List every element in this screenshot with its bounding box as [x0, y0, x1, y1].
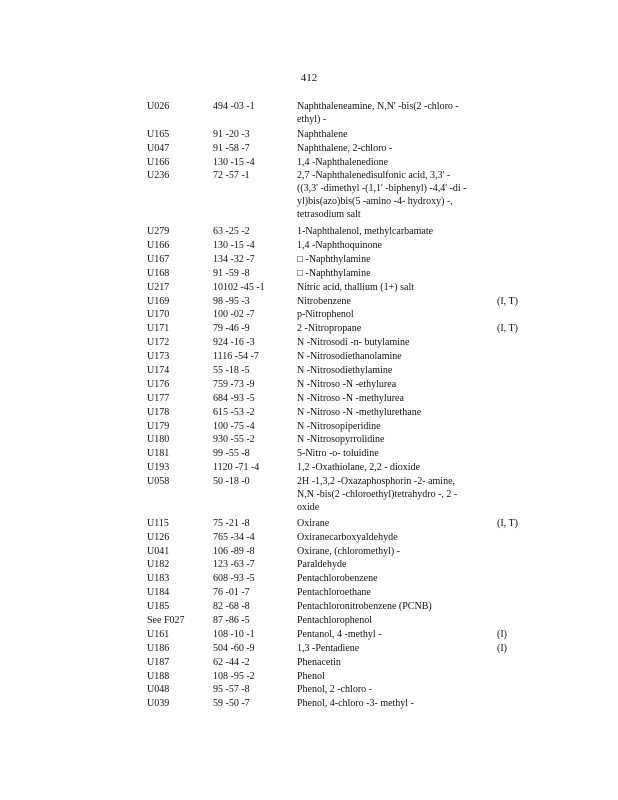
table-row [0, 433, 618, 447]
waste-code: U178 [147, 406, 170, 418]
table-row [0, 461, 618, 475]
cas-number: 134 -32 -7 [213, 253, 255, 265]
substance-name [297, 656, 497, 669]
substance-name-line: N -Nitroso -N -methylurea [297, 392, 404, 404]
waste-code: U181 [147, 448, 170, 460]
table-row [0, 614, 618, 628]
waste-code: U182 [147, 559, 170, 571]
substance-name [297, 475, 497, 514]
waste-code: U161 [147, 628, 170, 640]
hazardous-waste-table [0, 100, 618, 711]
waste-code: U167 [147, 253, 170, 265]
cas-number: 130 -15 -4 [213, 156, 255, 168]
substance-name-line: 1,3 -Pentadiene [297, 642, 360, 654]
table-row [0, 517, 618, 531]
waste-code: U177 [147, 392, 170, 404]
table-row [0, 545, 618, 559]
table-row [0, 281, 618, 295]
cas-number: 82 -68 -8 [213, 601, 250, 613]
table-row [0, 600, 618, 614]
cas-number: 123 -63 -7 [213, 559, 255, 571]
cas-number: 930 -55 -2 [213, 434, 255, 446]
substance-name [297, 253, 497, 266]
cas-number: 106 -89 -8 [213, 545, 255, 557]
waste-code: U166 [147, 239, 170, 251]
substance-name [297, 308, 497, 321]
substance-name [297, 572, 497, 585]
substance-name-line: N -Nitrosodiethanolamine [297, 351, 402, 363]
cas-number: 79 -46 -9 [213, 323, 250, 335]
substance-name-line: N,N -bis(2 -chloroethyl)tetrahydro -, 2 - [297, 489, 458, 501]
waste-code: U236 [147, 170, 170, 182]
cas-number: 91 -58 -7 [213, 142, 250, 154]
substance-name-line: yl)bis(azo)bis(5 -amino -4- hydroxy) -, [297, 196, 453, 208]
substance-name-line: tetrasodium salt [297, 209, 361, 221]
hazard-code: (I, T) [497, 323, 518, 335]
cas-number: 765 -34 -4 [213, 531, 255, 543]
substance-name-line: 2H -1,3,2 -Oxazaphosphorin -2- amine, [297, 476, 456, 488]
table-row [0, 628, 618, 642]
waste-code: U217 [147, 281, 170, 293]
cas-number: 63 -25 -2 [213, 226, 250, 238]
substance-name [297, 517, 497, 530]
table-row [0, 308, 618, 322]
substance-name [297, 531, 497, 544]
cas-number: 684 -93 -5 [213, 392, 255, 404]
waste-code: U169 [147, 295, 170, 307]
cas-number: 62 -44 -2 [213, 656, 250, 668]
substance-name [297, 350, 497, 363]
substance-name-line: N -Nitroso -N -methylurethane [297, 406, 422, 418]
substance-name [297, 322, 497, 335]
substance-name [297, 670, 497, 683]
waste-code: U041 [147, 545, 170, 557]
waste-code: U058 [147, 476, 170, 488]
hazard-code: (I) [497, 628, 507, 640]
table-row [0, 142, 618, 156]
hazard-code: (I) [497, 642, 507, 654]
table-row [0, 322, 618, 336]
substance-name-line: Naphthalene [297, 128, 348, 140]
cas-number: 504 -60 -9 [213, 642, 255, 654]
substance-name-line: Naphthalene, 2-chloro - [297, 142, 393, 154]
table-row [0, 670, 618, 684]
table-row [0, 475, 618, 517]
substance-name [297, 100, 497, 126]
substance-name [297, 225, 497, 238]
table-row [0, 295, 618, 309]
table-row [0, 697, 618, 711]
cas-number: 108 -95 -2 [213, 670, 255, 682]
page-number: 412 [300, 72, 318, 84]
substance-name-line: oxide [297, 502, 320, 514]
table-row [0, 683, 618, 697]
table-row [0, 239, 618, 253]
substance-name [297, 128, 497, 141]
waste-code: U047 [147, 142, 170, 154]
waste-code: U166 [147, 156, 170, 168]
waste-code: U174 [147, 364, 170, 376]
waste-code: U039 [147, 698, 170, 710]
cas-number: 100 -02 -7 [213, 309, 255, 321]
table-row [0, 156, 618, 170]
substance-name-line: N -Nitrosopyrrolidine [297, 434, 385, 446]
waste-code: U186 [147, 642, 170, 654]
table-row [0, 531, 618, 545]
cas-number: 608 -93 -5 [213, 573, 255, 585]
substance-name-line: N -Nitroso -N -ethylurea [297, 378, 397, 390]
waste-code: U115 [147, 517, 169, 529]
substance-name-line: 1,2 -Oxathiolane, 2,2 - dioxide [297, 462, 421, 474]
cas-number: 95 -57 -8 [213, 684, 250, 696]
table-row [0, 447, 618, 461]
substance-name-line: □ -Naphthylamine [297, 253, 371, 265]
substance-name [297, 642, 497, 655]
substance-name [297, 267, 497, 280]
hazard-code: (I, T) [497, 517, 518, 529]
table-row [0, 572, 618, 586]
substance-name-line: 2 -Nitropropane [297, 323, 362, 335]
substance-name-line: N -Nitrosodiethylamine [297, 364, 393, 376]
waste-code: U126 [147, 531, 170, 543]
cas-number: 91 -59 -8 [213, 267, 250, 279]
substance-name-line: N -Nitrosodi -n- butylamine [297, 337, 410, 349]
substance-name-line: □ -Naphthylamine [297, 267, 371, 279]
cas-number: 87 -86 -5 [213, 615, 250, 627]
substance-name [297, 586, 497, 599]
table-row [0, 253, 618, 267]
substance-name [297, 169, 497, 221]
waste-code: U279 [147, 226, 170, 238]
waste-code: U172 [147, 337, 170, 349]
waste-code: U185 [147, 601, 170, 613]
waste-code: U173 [147, 351, 170, 363]
waste-code: U188 [147, 670, 170, 682]
substance-name [297, 364, 497, 377]
waste-code: U193 [147, 462, 170, 474]
substance-name-line: ((3,3' -dimethyl -(1,1' -biphenyl) -4,4' -di - [297, 183, 467, 195]
waste-code: See F027 [147, 615, 185, 627]
waste-code: U184 [147, 587, 170, 599]
substance-name-line: N -Nitrosopiperidine [297, 420, 381, 432]
substance-name-line: 2,7 -Naphthalenedisulfonic acid, 3,3' - [297, 170, 451, 182]
table-row [0, 100, 618, 128]
table-row [0, 267, 618, 281]
hazard-code: (I, T) [497, 295, 518, 307]
cas-number: 98 -95 -3 [213, 295, 250, 307]
substance-name-line: Paraldehyde [297, 559, 347, 571]
cas-number: 55 -18 -5 [213, 364, 250, 376]
substance-name-line: 1,4 -Naphthalenedione [297, 156, 389, 168]
waste-code: U176 [147, 378, 170, 390]
cas-number: 108 -10 -1 [213, 628, 255, 640]
waste-code: U183 [147, 573, 170, 585]
waste-code: U187 [147, 656, 170, 668]
substance-name-line: Pentanol, 4 -methyl - [297, 628, 382, 640]
waste-code: U026 [147, 101, 170, 112]
table-row [0, 586, 618, 600]
cas-number: 615 -53 -2 [213, 406, 255, 418]
table-row [0, 406, 618, 420]
substance-name-line: 1,4 -Naphthoquinone [297, 239, 382, 251]
substance-name [297, 433, 497, 446]
substance-name-line: p-Nitrophenol [297, 309, 354, 321]
cas-number: 75 -21 -8 [213, 517, 250, 529]
table-row [0, 392, 618, 406]
substance-name [297, 336, 497, 349]
table-row [0, 656, 618, 670]
table-row [0, 642, 618, 656]
substance-name-line: Phenacetin [297, 656, 341, 668]
table-row [0, 364, 618, 378]
cas-number: 10102 -45 -1 [213, 281, 265, 293]
waste-code: U180 [147, 434, 170, 446]
table-row [0, 169, 618, 225]
cas-number: 494 -03 -1 [213, 101, 255, 112]
substance-name [297, 295, 497, 308]
substance-name [297, 281, 497, 294]
table-row [0, 420, 618, 434]
substance-name-line: Pentachloroethane [297, 587, 371, 599]
substance-name [297, 378, 497, 391]
substance-name [297, 628, 497, 641]
cas-number: 130 -15 -4 [213, 239, 255, 251]
cas-number: 924 -16 -3 [213, 337, 255, 349]
cas-number: 1116 -54 -7 [213, 351, 259, 363]
substance-name [297, 683, 497, 696]
substance-name [297, 545, 497, 558]
cas-number: 50 -18 -0 [213, 476, 250, 488]
substance-name [297, 406, 497, 419]
substance-name [297, 614, 497, 627]
substance-name-line: 1-Naphthalenol, methylcarbamate [297, 226, 434, 238]
substance-name-line: Pentachlorobenzene [297, 573, 378, 585]
substance-name [297, 142, 497, 155]
substance-name-line: ethyl) - [297, 114, 327, 125]
substance-name-line: Oxirane, (chloromethyl) - [297, 545, 401, 557]
substance-name [297, 420, 497, 433]
substance-name-line: Pentachlorophenol [297, 615, 372, 627]
cas-number: 59 -50 -7 [213, 698, 250, 710]
substance-name [297, 392, 497, 405]
table-row [0, 558, 618, 572]
substance-name [297, 447, 497, 460]
waste-code: U170 [147, 309, 170, 321]
table-row [0, 350, 618, 364]
substance-name-line: Naphthaleneamine, N,N' -bis(2 -chloro - [297, 101, 459, 112]
cas-number: 1120 -71 -4 [213, 462, 260, 474]
substance-name-line: Phenol, 4-chloro -3- methyl - [297, 698, 414, 710]
substance-name [297, 156, 497, 169]
waste-code: U048 [147, 684, 170, 696]
substance-name-line: Oxiranecarboxyaldehyde [297, 531, 398, 543]
substance-name [297, 461, 497, 474]
substance-name-line: Nitrobenzene [297, 295, 351, 307]
substance-name [297, 600, 497, 613]
cas-number: 759 -73 -9 [213, 378, 255, 390]
substance-name-line: Nitric acid, thallium (1+) salt [297, 281, 414, 293]
waste-code: U179 [147, 420, 170, 432]
substance-name-line: 5-Nitro -o- toluidine [297, 448, 379, 460]
waste-code: U171 [147, 323, 170, 335]
substance-name [297, 558, 497, 571]
substance-name [297, 697, 497, 710]
substance-name-line: Oxirane [297, 517, 330, 529]
cas-number: 100 -75 -4 [213, 420, 255, 432]
cas-number: 76 -01 -7 [213, 587, 250, 599]
waste-code: U165 [147, 128, 170, 140]
substance-name-line: Phenol [297, 670, 325, 682]
cas-number: 91 -20 -3 [213, 128, 250, 140]
cas-number: 72 -57 -1 [213, 170, 250, 182]
substance-name-line: Phenol, 2 -chloro - [297, 684, 372, 696]
table-row [0, 225, 618, 239]
cas-number: 99 -55 -8 [213, 448, 250, 460]
substance-name-line: Pentachloronitrobenzene (PCNB) [297, 601, 432, 613]
substance-name [297, 239, 497, 252]
table-row [0, 336, 618, 350]
table-row [0, 378, 618, 392]
table-row [0, 128, 618, 142]
waste-code: U168 [147, 267, 170, 279]
